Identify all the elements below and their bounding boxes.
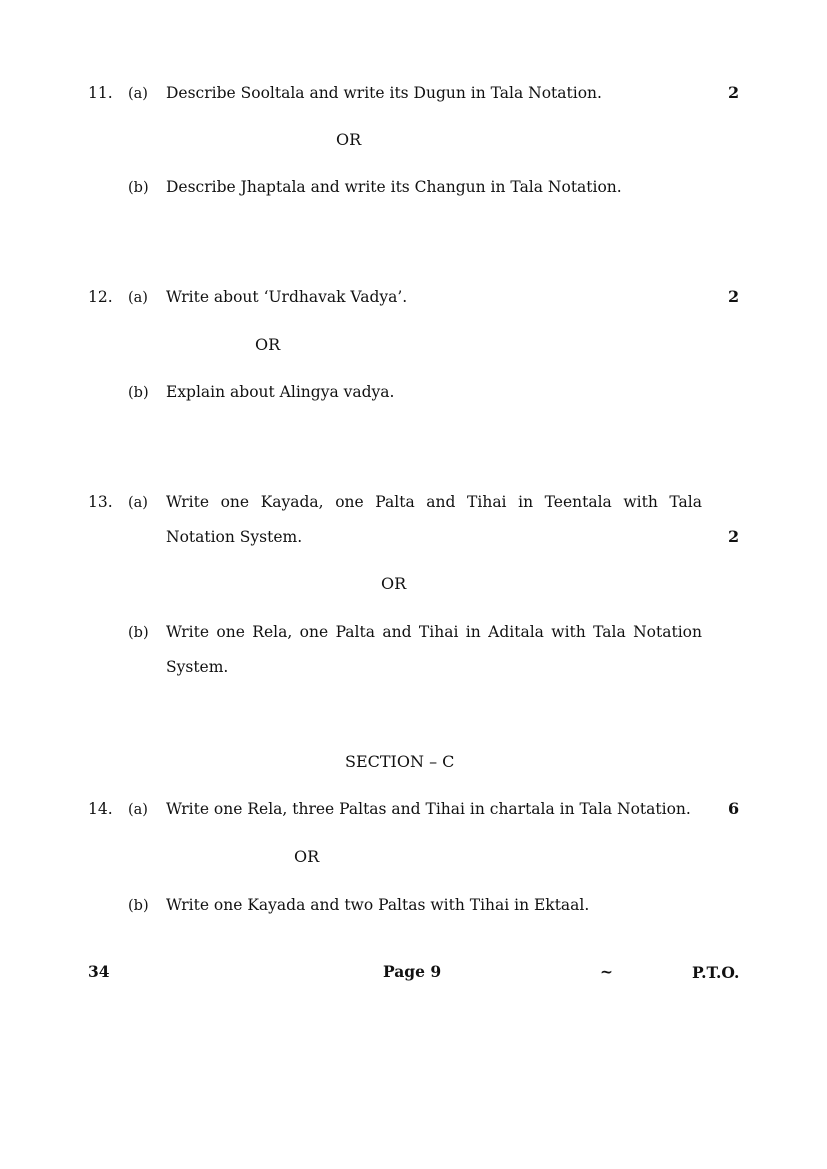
question-11-part-a-text: Describe Sooltala and write its Dugun in Tala Notation. [166, 84, 602, 102]
question-14-number: 14. [88, 800, 113, 818]
question-11-or: OR [336, 130, 362, 149]
question-12-or: OR [255, 335, 281, 354]
question-14-part-b-label: (b) [128, 898, 149, 914]
question-12-part-b-label: (b) [128, 385, 149, 401]
footer-paper-code: 34 [88, 962, 110, 981]
question-13-marks: 2 [728, 527, 740, 546]
section-c-heading: SECTION – C [345, 752, 455, 771]
question-12-part-b-text: Explain about Alingya vadya. [166, 383, 395, 401]
question-11-part-b-text: Describe Jhaptala and write its Changun in Tala Notation. [166, 178, 622, 196]
question-11-number: 11. [88, 84, 113, 102]
footer-tilde: ~ [600, 962, 613, 981]
question-14-part-a-text: Write one Rela, three Paltas and Tihai in chartala in Tala Notation. [166, 800, 691, 818]
question-13-number: 13. [88, 493, 113, 511]
question-14-part-a-label: (a) [128, 802, 148, 818]
question-13-part-a-text-line2: Notation System. [166, 528, 303, 546]
question-13-part-a-text-line1: Write one Kayada, one Palta and Tihai in Teentala with Tala [166, 493, 702, 511]
question-11-marks: 2 [728, 83, 740, 102]
footer-pto: P.T.O. [692, 963, 740, 982]
question-11-part-a-label: (a) [128, 86, 148, 102]
question-13-part-b-text-line1: Write one Rela, one Palta and Tihai in Aditala with Tala Notation [166, 623, 702, 641]
question-12-number: 12. [88, 288, 113, 306]
question-14-marks: 6 [728, 799, 740, 818]
question-13-or: OR [381, 574, 407, 593]
question-12-part-a-label: (a) [128, 290, 148, 306]
question-14-or: OR [294, 847, 320, 866]
question-14-part-b-text: Write one Kayada and two Paltas with Tihai in Ektaal. [166, 896, 590, 914]
footer-page-number: Page 9 [383, 962, 442, 981]
question-13-part-a-label: (a) [128, 495, 148, 511]
question-12-marks: 2 [728, 287, 740, 306]
question-12-part-a-text: Write about ‘Urdhavak Vadya’. [166, 288, 408, 306]
question-11-part-b-label: (b) [128, 180, 149, 196]
question-13-part-b-text-line2: System. [166, 658, 229, 676]
question-13-part-b-label: (b) [128, 625, 149, 641]
